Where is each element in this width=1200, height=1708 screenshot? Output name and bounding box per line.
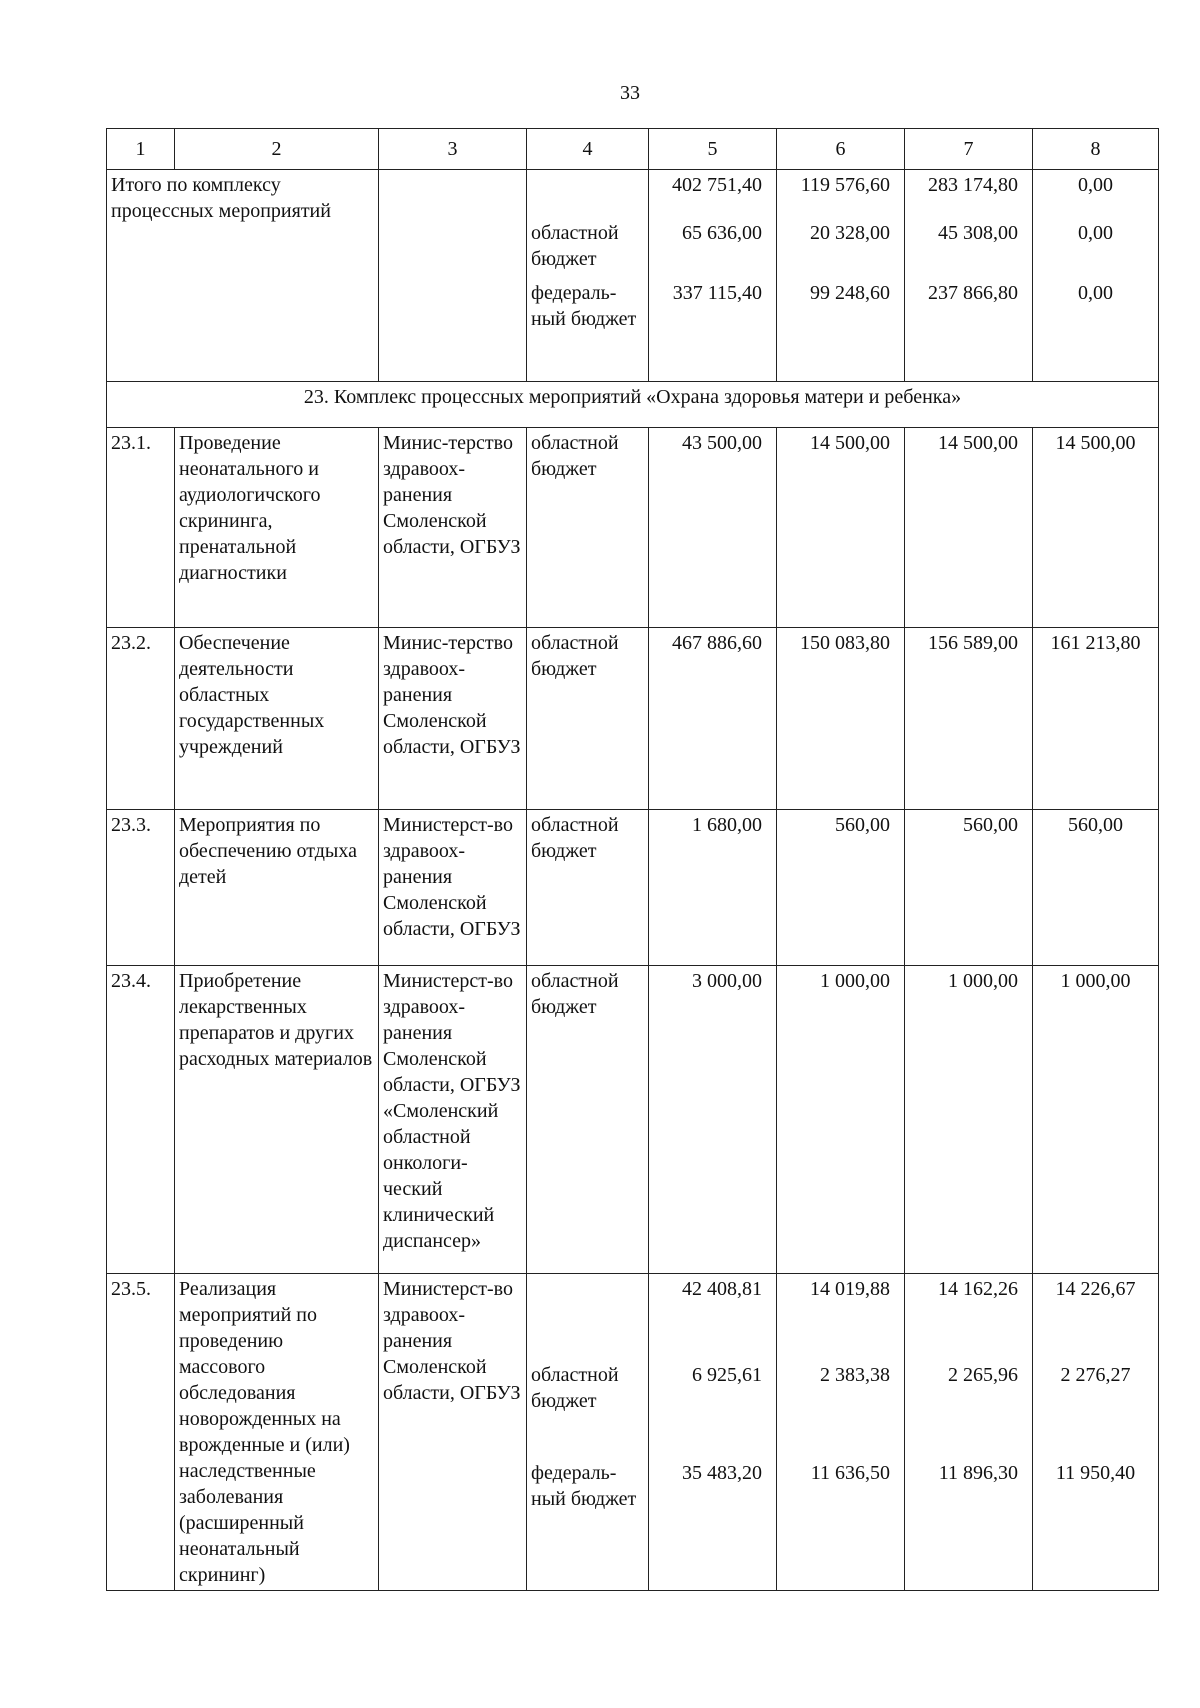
- row-executor: Минис-терство здравоох-ранения Смоленской области, ОГБУЗ: [379, 428, 527, 628]
- row-value: 1 000,00: [905, 966, 1033, 1274]
- total-row: [107, 170, 1159, 382]
- total-value: 45 308,00: [938, 222, 1018, 244]
- total-col8: [1033, 170, 1159, 382]
- col-header: 2: [175, 129, 379, 170]
- row-value: 1 000,00: [777, 966, 905, 1274]
- row-sources: [527, 1274, 649, 1591]
- row-value: 14 500,00: [1033, 428, 1159, 628]
- row-value: 560,00: [905, 810, 1033, 966]
- row-value: 14 162,26: [938, 1278, 1018, 1300]
- row-number: 23.2.: [107, 628, 175, 810]
- total-value: 283 174,80: [928, 174, 1018, 196]
- row-col7: [905, 1274, 1033, 1591]
- row-value: 150 083,80: [777, 628, 905, 810]
- row-value: 1 680,00: [649, 810, 777, 966]
- col-header: 8: [1033, 129, 1159, 170]
- total-sources: [527, 170, 649, 382]
- row-executor: Министерст-во здравоох-ранения Смоленской области, ОГБУЗ: [379, 1274, 527, 1591]
- total-value: 0,00: [1078, 174, 1113, 196]
- budget-table: [106, 128, 1159, 1591]
- row-value: 560,00: [777, 810, 905, 966]
- col-header: 7: [905, 129, 1033, 170]
- row-executor: Минис-терство здравоох-ранения Смоленской области, ОГБУЗ: [379, 628, 527, 810]
- total-value: 0,00: [1078, 222, 1113, 244]
- row-number: 23.3.: [107, 810, 175, 966]
- row-value: 14 019,88: [810, 1278, 890, 1300]
- row-name: Мероприятия по обеспечению отдыха детей: [175, 810, 379, 966]
- total-col5: [649, 170, 777, 382]
- row-name: Проведение неонатального и аудиологичского скрининга, пренатальной диагностики: [175, 428, 379, 628]
- row-value: 467 886,60: [649, 628, 777, 810]
- row-col5: [649, 1274, 777, 1591]
- row-value: 11 636,50: [810, 1462, 890, 1484]
- row-value: 14 500,00: [777, 428, 905, 628]
- total-value: 119 576,60: [800, 174, 890, 196]
- row-name: Приобретение лекарственных препаратов и других расходных материалов: [175, 966, 379, 1274]
- row-executor: Министерст-во здравоох-ранения Смоленской области, ОГБУЗ «Смоленский областной онкологи-ческий клинический диспансер»: [379, 966, 527, 1274]
- total-label: Итого по комплексу процессных мероприятий: [107, 170, 379, 382]
- row-source: областной бюджет: [527, 966, 649, 1274]
- total-executor: [379, 170, 527, 382]
- table-row: [107, 810, 1159, 966]
- row-name: Обеспечение деятельности областных государственных учреждений: [175, 628, 379, 810]
- section-title: 23. Комплекс процессных мероприятий «Охрана здоровья матери и ребенка»: [107, 382, 1159, 428]
- row-col6: [777, 1274, 905, 1591]
- row-value: 11 950,40: [1055, 1462, 1136, 1484]
- page-number: 33: [620, 82, 640, 104]
- col-header: 1: [107, 129, 175, 170]
- row-value: 2 276,27: [1060, 1364, 1131, 1386]
- row-value: 6 925,61: [692, 1364, 762, 1386]
- total-value: 337 115,40: [672, 282, 762, 304]
- row-source: областной бюджет: [527, 628, 649, 810]
- row-value: 161 213,80: [1033, 628, 1159, 810]
- total-value: 65 636,00: [682, 222, 762, 244]
- total-value: 20 328,00: [810, 222, 890, 244]
- row-name: Реализация мероприятий по проведению массового обследования новорожденных на врожденные и (или) наследственные заболевания (расширенный неонатальный скрининг): [175, 1274, 379, 1591]
- row-number: 23.4.: [107, 966, 175, 1274]
- row-value: 560,00: [1033, 810, 1159, 966]
- col-header: 5: [649, 129, 777, 170]
- total-value: 237 866,80: [928, 282, 1018, 304]
- row-source: областной бюджет: [527, 810, 649, 966]
- col-header: 6: [777, 129, 905, 170]
- row-value: 43 500,00: [649, 428, 777, 628]
- row-value: 11 896,30: [938, 1462, 1018, 1484]
- total-source: областной бюджет: [531, 222, 619, 270]
- row-source: [531, 1276, 644, 1362]
- table-row: [107, 628, 1159, 810]
- row-value: 1 000,00: [1033, 966, 1159, 1274]
- row-value: 42 408,81: [682, 1278, 762, 1300]
- row-value: 2 383,38: [820, 1364, 890, 1386]
- table-row: [107, 966, 1159, 1274]
- table-row: [107, 428, 1159, 628]
- row-value: 2 265,96: [948, 1364, 1018, 1386]
- row-value: 14 226,67: [1055, 1278, 1136, 1300]
- col-header: 3: [379, 129, 527, 170]
- row-number: 23.5.: [107, 1274, 175, 1591]
- header-row: [107, 129, 1159, 170]
- row-source: федераль-ный бюджет: [531, 1462, 637, 1510]
- row-col8: [1033, 1274, 1159, 1591]
- row-value: 14 500,00: [905, 428, 1033, 628]
- col-header: 4: [527, 129, 649, 170]
- row-number: 23.1.: [107, 428, 175, 628]
- total-value: 99 248,60: [810, 282, 890, 304]
- total-value: 0,00: [1078, 282, 1113, 304]
- row-value: 3 000,00: [649, 966, 777, 1274]
- row-source: областной бюджет: [527, 428, 649, 628]
- section-row: [107, 382, 1159, 428]
- row-source: областной бюджет: [531, 1364, 619, 1412]
- total-value: 402 751,40: [672, 174, 762, 196]
- total-col7: [905, 170, 1033, 382]
- total-source: федераль-ный бюджет: [531, 282, 637, 330]
- total-col6: [777, 170, 905, 382]
- total-source: [531, 172, 644, 220]
- row-value: 156 589,00: [905, 628, 1033, 810]
- table-row: [107, 1274, 1159, 1591]
- row-value: 35 483,20: [682, 1462, 762, 1484]
- row-executor: Министерст-во здравоох-ранения Смоленской области, ОГБУЗ: [379, 810, 527, 966]
